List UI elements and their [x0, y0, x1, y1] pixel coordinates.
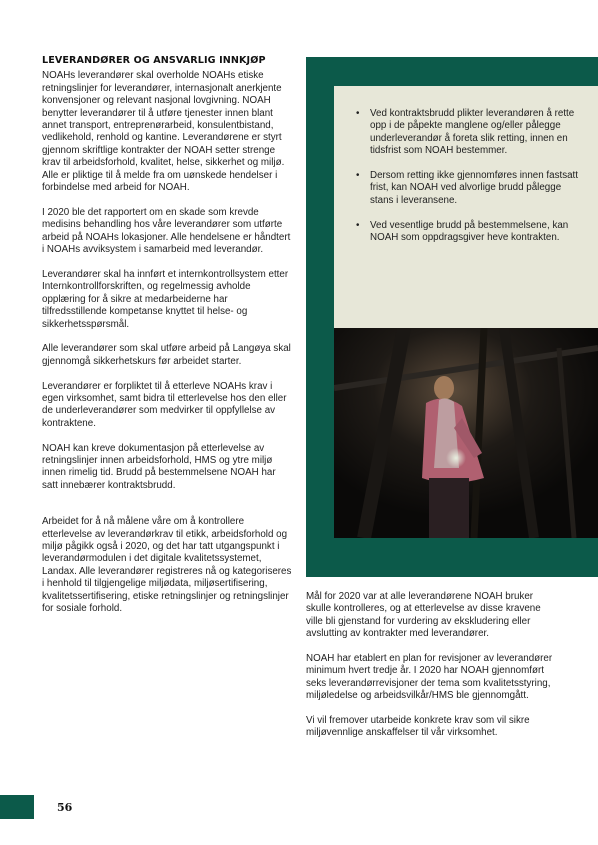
welder-photo	[334, 328, 598, 538]
paragraph: I 2020 ble det rapportert om en skade som krevde medisins behandling hos våre leverandører som utførte arbeid på NOAHs lokasjoner. Alle hendelsene er håndtert i NOAHs avviksystem i samarbeid med leverandør.	[42, 206, 291, 256]
footer-accent-bar	[0, 795, 34, 819]
page-number: 56	[57, 801, 73, 814]
section-heading: LEVERANDØRER OG ANSVARLIG INNKJØP	[42, 55, 266, 66]
secondary-text-column	[306, 591, 556, 752]
paragraph: NOAHs leverandører skal overholde NOAHs etiske retningslinjer for leverandører, internasjonalt anerkjente konvensjoner og relevant nasjonal lovgivning. NOAH benytter leverandører til å utføre tjenester innen blant annet transport, entreprenørarbeid, konsulentbistand, vedlikehold, renhold og kantine. Leverandørene er styrt gjennom skriftlige kontrakter der NOAH setter strenge krav til arbeidsforhold, kvalitet, helse, sikkerhet og miljø. Alle er pliktige til å melde fra om uønskede hendelser i forbindelse med arbeid for NOAH.	[42, 70, 285, 194]
bullet-list	[334, 86, 598, 244]
main-text-column	[42, 55, 294, 628]
paragraph: Alle leverandører som skal utføre arbeid på Langøya skal gjennomgå sikkerhetskurs før arbeidet starter.	[42, 343, 291, 367]
paragraph: Leverandører er forpliktet til å etterleve NOAHs krav i egen virksomhet, samt bidra til etterlevelse hos den eller de underleverandører som medvirker til oppfyllelse av kontraktene.	[42, 380, 287, 429]
bullet-item: • Ved kontraktsbrudd plikter leverandøren å rette opp i de påpekte manglene og/eller pålegge underleverandør å foreta slik retting, innen en tidsfrist som NOAH bestemmer.	[356, 108, 578, 158]
bullet-item: • Ved vesentlige brudd på bestemmelsene, kan NOAH som oppdragsgiver heve kontrakten.	[356, 220, 578, 245]
paragraph: NOAH har etablert en plan for revisjoner av leverandører minimum hvert tredje år. I 2020 har NOAH gjennomført seks leverandørrevisjoner der tema som kvalitetsstyring, miljøledelse og arbeidsvilkår/HMS ble gjennomgått.	[306, 653, 553, 702]
paragraph: Vi vil fremover utarbeide konkrete krav som vil sikre miljøvennlige anskaffelser til vår virksomhet.	[306, 715, 530, 739]
bullet-box	[334, 86, 598, 328]
bullet-item: • Dersom retting ikke gjennomføres innen fastsatt frist, kan NOAH ved alvorlige brudd pålegge stans i leveransene.	[356, 170, 578, 207]
paragraph: NOAH kan kreve dokumentasjon på etterlevelse av retningslinjer innen arbeidsforhold, HMS og ytre miljø innen rimelig tid. Brudd på bestemmelsene NOAH har satt innebærer kontraktsbrudd.	[42, 442, 276, 491]
paragraph: Mål for 2020 var at alle leverandørene NOAH bruker skulle kontrolleres, og at etterlevelse av disse kravene ville bli gjenstand for vurdering av ekskludering eller avslutting av kontrakter med leverandører.	[306, 591, 541, 640]
paragraph: Arbeidet for å nå målene våre om å kontrollere etterlevelse av leverandørkrav til etikk, arbeidsforhold og miljø pågikk også i 2020, og det har tatt utgangspunkt i leverandørmodulen i det digitale kvalitetssystemet, Landax. Alle leverandører registreres nå og kategoriseres i henhold til tilgjengelige miljødata, miljøsertifisering, kvalitetssertifisering, etiske retningslinjer og retningslinjer for sosiale forhold.	[42, 516, 292, 614]
paragraph: Leverandører skal ha innført et internkontrollsystem etter Internkontrollforskriften, og regelmessig avholde opplæring for å sikre at medarbeiderne har tilfredsstillende kompetanse knyttet til helse- og sikkerhetsspørsmål.	[42, 268, 289, 330]
